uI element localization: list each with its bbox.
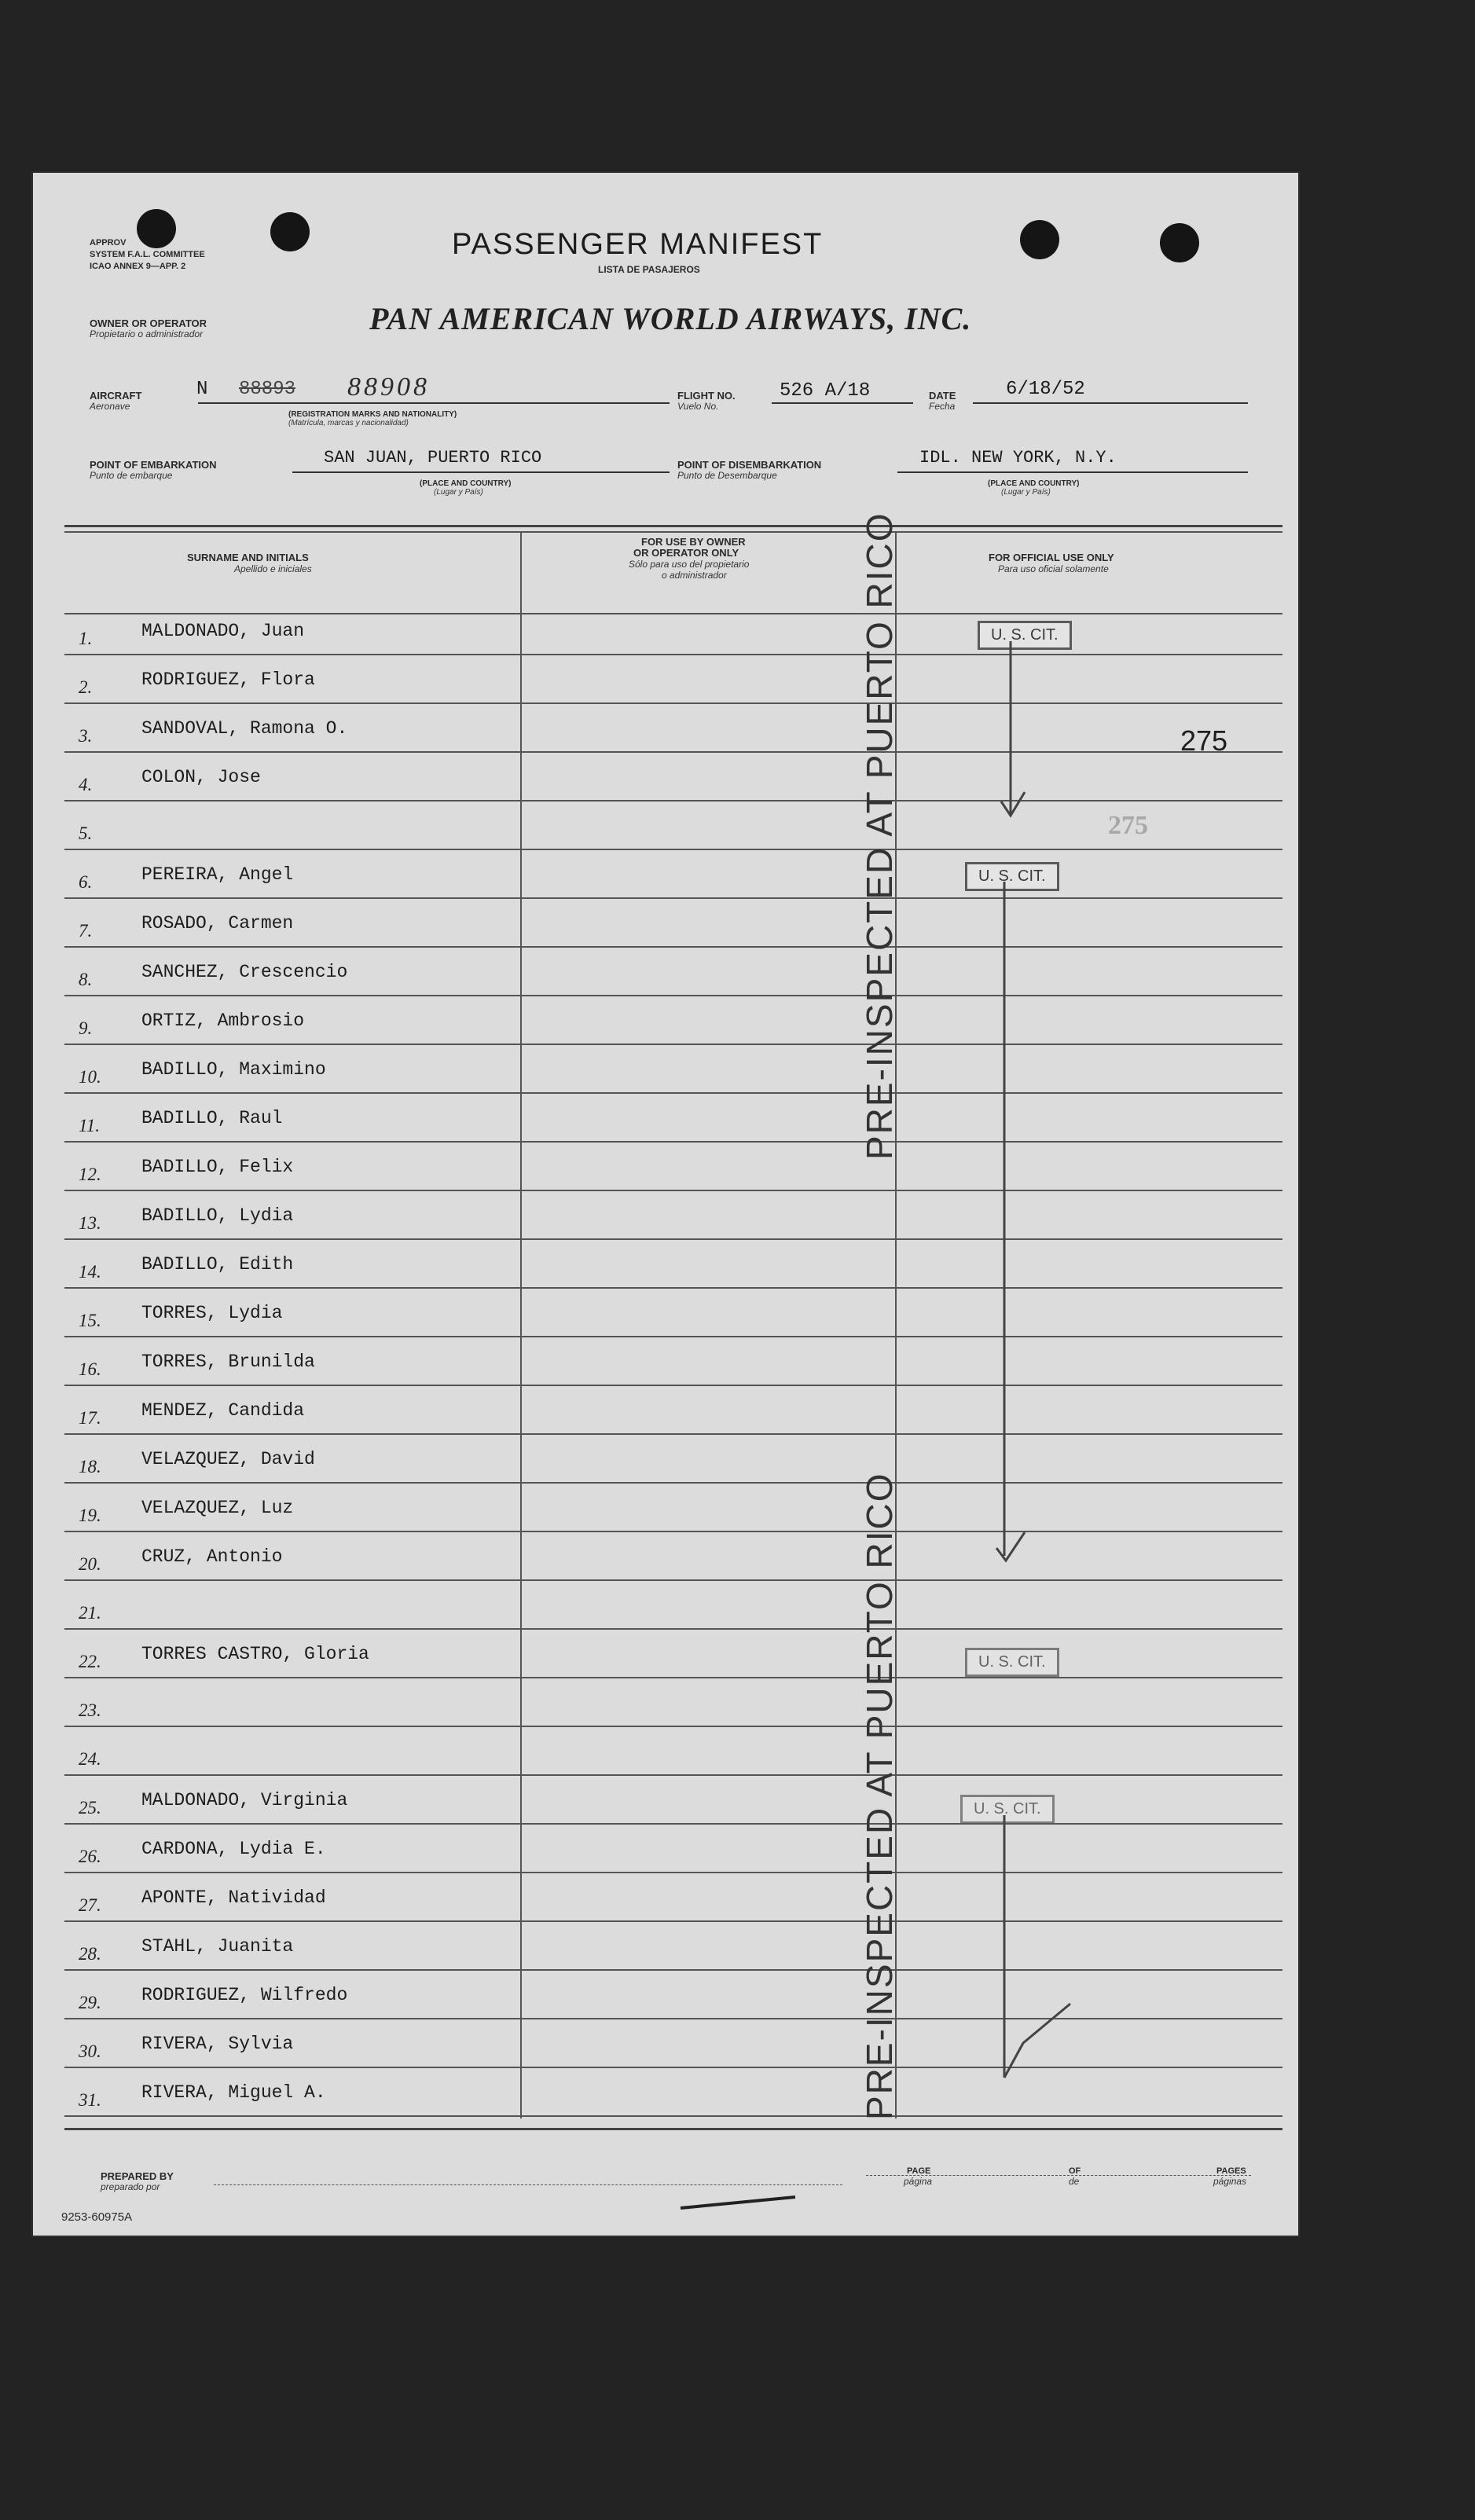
- place-caption: (PLACE AND COUNTRY): [420, 479, 512, 488]
- us-cit-stamp: U. S. CIT.: [960, 1795, 1055, 1824]
- flight-label-es: Vuelo No.: [677, 401, 719, 412]
- official-number: 275: [1180, 724, 1228, 757]
- row-number: 10.: [79, 1067, 101, 1087]
- passenger-name: BADILLO, Felix: [141, 1157, 294, 1177]
- form-number: 9253-60975A: [61, 2210, 133, 2224]
- passenger-name: VELAZQUEZ, David: [141, 1449, 315, 1469]
- us-cit-stamp: U. S. CIT.: [978, 621, 1072, 650]
- us-cit-stamp: U. S. CIT.: [965, 1648, 1059, 1677]
- row-number: 11.: [79, 1116, 101, 1135]
- embark-label: POINT OF EMBARKATION: [90, 459, 217, 471]
- owner-label: OWNER OR OPERATOR: [90, 317, 207, 329]
- row-number: 6.: [79, 872, 93, 892]
- place-caption-es: (Lugar y País): [434, 488, 483, 497]
- passenger-name: CRUZ, Antonio: [141, 1546, 283, 1567]
- official-number-faded: 275: [1108, 811, 1148, 840]
- prepared-label: PREPARED BY: [101, 2170, 174, 2182]
- approval-line: SYSTEM F.A.L. COMMITTEE: [90, 250, 205, 259]
- row-number: 18.: [79, 1457, 101, 1476]
- passenger-name: MENDEZ, Candida: [141, 1400, 305, 1421]
- row-number: 24.: [79, 1749, 101, 1769]
- disembark-value: IDL. NEW YORK, N.Y.: [919, 448, 1117, 468]
- page-label: PAGE: [907, 2166, 931, 2176]
- operator-name: PAN AMERICAN WORLD AIRWAYS, INC.: [369, 301, 972, 336]
- row-number: 19.: [79, 1506, 101, 1525]
- place-caption: (PLACE AND COUNTRY): [988, 479, 1080, 488]
- passenger-name: CARDONA, Lydia E.: [141, 1839, 326, 1859]
- passenger-name: BADILLO, Edith: [141, 1254, 294, 1275]
- row-number: 27.: [79, 1895, 101, 1915]
- prepared-underline: [214, 2184, 842, 2185]
- place-caption-es: (Lugar y País): [1001, 488, 1051, 497]
- passenger-name: RODRIGUEZ, Flora: [141, 669, 315, 690]
- row-number: 30.: [79, 2041, 101, 2061]
- row-number: 21.: [79, 1603, 101, 1623]
- passenger-name: RODRIGUEZ, Wilfredo: [141, 1985, 348, 2005]
- row-number: 29.: [79, 1993, 101, 2012]
- row-number: 14.: [79, 1262, 101, 1282]
- column-header-surname-es: Apellido e iniciales: [234, 563, 312, 574]
- row-number: 8.: [79, 970, 93, 989]
- approval-line: APPROV: [90, 238, 127, 248]
- aircraft-label: AIRCRAFT: [90, 390, 142, 402]
- passenger-name: TORRES, Lydia: [141, 1303, 283, 1323]
- passenger-name: SANDOVAL, Ramona O.: [141, 718, 348, 739]
- aircraft-label-es: Aeronave: [90, 401, 130, 412]
- table-bottom-rule: [64, 2128, 1282, 2130]
- disembark-label-es: Punto de Desembarque: [677, 470, 777, 481]
- column-header-official-es: Para uso oficial solamente: [998, 563, 1109, 574]
- embark-label-es: Punto de embarque: [90, 470, 173, 481]
- row-number: 2.: [79, 677, 93, 697]
- column-header-owner-es: o administrador: [662, 570, 727, 581]
- aircraft-struck: 88893: [239, 379, 296, 400]
- passenger-name: BADILLO, Maximino: [141, 1059, 326, 1080]
- passenger-name: RIVERA, Sylvia: [141, 2034, 294, 2054]
- disembark-label: POINT OF DISEMBARKATION: [677, 459, 822, 471]
- row-number: 3.: [79, 726, 93, 746]
- row-number: 13.: [79, 1213, 101, 1233]
- passenger-name: VELAZQUEZ, Luz: [141, 1498, 294, 1518]
- approval-line: ICAO ANNEX 9—APP. 2: [90, 262, 186, 271]
- pages-label: PAGES: [1216, 2166, 1246, 2176]
- flight-date: 6/18/52: [1006, 379, 1085, 400]
- row-number: 22.: [79, 1652, 101, 1671]
- row-number: 25.: [79, 1798, 101, 1818]
- row-number: 7.: [79, 921, 93, 941]
- row-number: 20.: [79, 1554, 101, 1574]
- row-number: 4.: [79, 775, 93, 794]
- date-label: DATE: [929, 390, 956, 402]
- page-underline: [866, 2175, 1251, 2176]
- row-number: 23.: [79, 1700, 101, 1720]
- preinspected-stamp: PRE-INSPECTED AT PUERTO RICO: [859, 512, 900, 1160]
- reg-caption: (REGISTRATION MARKS AND NATIONALITY): [288, 410, 457, 419]
- page-title: PASSENGER MANIFEST: [452, 228, 824, 261]
- passenger-name: APONTE, Natividad: [141, 1887, 326, 1908]
- preinspected-stamp: PRE-INSPECTED AT PUERTO RICO: [859, 1472, 900, 2120]
- row-number: 15.: [79, 1311, 101, 1330]
- date-label-es: Fecha: [929, 401, 956, 412]
- column-header-owner: FOR USE BY OWNER: [641, 536, 746, 548]
- passenger-name: SANCHEZ, Crescencio: [141, 962, 348, 982]
- passenger-name: TORRES, Brunilda: [141, 1352, 315, 1372]
- signature-stroke: [677, 2191, 803, 2214]
- passenger-name: ROSADO, Carmen: [141, 913, 294, 934]
- official-bracket-marks: [33, 173, 1298, 2236]
- column-header-surname: SURNAME AND INITIALS: [187, 552, 309, 563]
- aircraft-prefix: N: [196, 379, 208, 400]
- passenger-name: BADILLO, Raul: [141, 1108, 283, 1128]
- flight-label: FLIGHT NO.: [677, 390, 736, 402]
- embark-value: SAN JUAN, PUERTO RICO: [324, 448, 542, 468]
- row-number: 17.: [79, 1408, 101, 1428]
- prepared-label-es: preparado por: [101, 2181, 160, 2192]
- row-number: 16.: [79, 1359, 101, 1379]
- row-number: 28.: [79, 1944, 101, 1964]
- page-subtitle: LISTA DE PASAJEROS: [598, 264, 700, 275]
- flight-no: 526 A/18: [780, 380, 871, 402]
- column-header-owner: OR OPERATOR ONLY: [633, 547, 739, 559]
- row-number: 12.: [79, 1165, 101, 1184]
- passenger-name: MALDONADO, Juan: [141, 621, 305, 641]
- passenger-name: PEREIRA, Angel: [141, 864, 294, 885]
- manifest-sheet: [33, 173, 1298, 2236]
- passenger-name: ORTIZ, Ambrosio: [141, 1011, 305, 1031]
- row-number: 26.: [79, 1847, 101, 1866]
- aircraft-reg: 88908: [347, 372, 430, 402]
- us-cit-stamp: U. S. CIT.: [965, 862, 1059, 891]
- row-number: 1.: [79, 629, 93, 648]
- passenger-name: COLON, Jose: [141, 767, 261, 787]
- row-number: 5.: [79, 823, 93, 843]
- passenger-name: RIVERA, Miguel A.: [141, 2082, 326, 2103]
- owner-label-es: Propietario o administrador: [90, 328, 204, 339]
- passenger-name: STAHL, Juanita: [141, 1936, 294, 1957]
- passenger-name: BADILLO, Lydia: [141, 1205, 294, 1226]
- of-label: OF: [1069, 2166, 1081, 2176]
- reg-caption-es: (Matrícula, marcas y nacionalidad): [288, 419, 409, 427]
- of-label-es: de: [1069, 2176, 1080, 2187]
- page-label-es: página: [904, 2176, 933, 2187]
- pages-label-es: páginas: [1213, 2176, 1247, 2187]
- row-number: 9.: [79, 1018, 93, 1038]
- row-number: 31.: [79, 2090, 101, 2110]
- passenger-name: MALDONADO, Virginia: [141, 1790, 348, 1810]
- column-header-official: FOR OFFICIAL USE ONLY: [989, 552, 1114, 563]
- column-header-owner-es: Sólo para uso del propietario: [629, 559, 750, 570]
- passenger-name: TORRES CASTRO, Gloria: [141, 1644, 369, 1664]
